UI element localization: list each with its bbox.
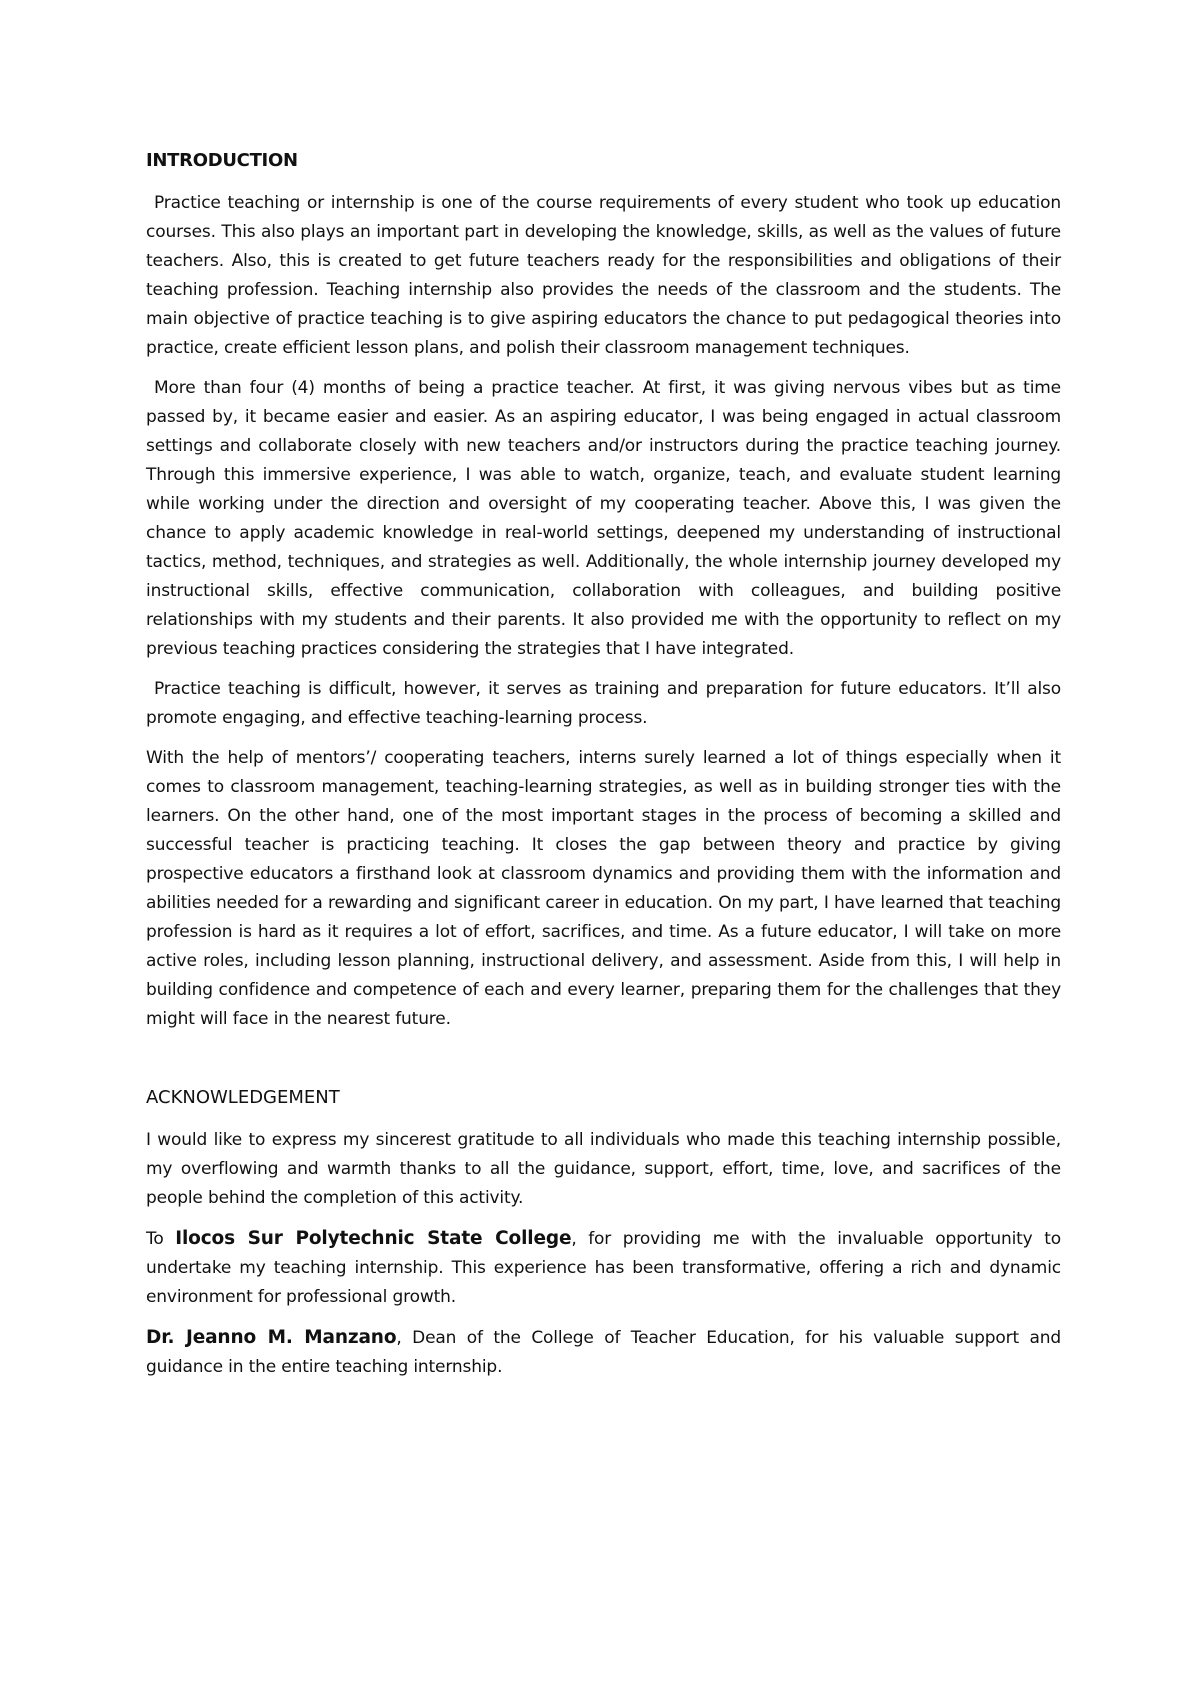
intro-paragraph-2: More than four (4) months of being a practice teacher. At first, it was giving nervous vibes but as time passed by, it became easier and easier. As an aspiring educator, I was being engaged in actual classroom settings and collaborate closely with new teachers and/or instructors during the practice teaching journey. Through this immersive experience, I was able to watch, organize, teach, and evaluate student learning while working under the direction and oversight of my cooperating teacher. Above this, I was given the chance to apply academic knowledge in real-world settings, deepened my understanding of instructional tactics, method, techniques, and strategies as well. Additionally, the whole internship journey developed my instructional skills, effective communication, collaboration with colleagues, and building positive relationships with my students and their parents. It also provided me with the opportunity to reflect on my previous teaching practices considering the strategies that I have integrated. [146,378,1061,659]
intro-paragraph-4: With the help of mentors’/ cooperating teachers, interns surely learned a lot of things especially when it comes to classroom management, teaching-learning strategies, as well as in building stronger ties with the learners. On the other hand, one of the most important stages in the process of becoming a skilled and successful teacher is practicing teaching. It closes the gap between theory and practice by giving prospective educators a firsthand look at classroom dynamics and providing them with the information and abilities needed for a rewarding and significant career in education. On my part, I have learned that teaching profession is hard as it requires a lot of effort, sacrifices, and time. As a future educator, I will take on more active roles, including lesson planning, instructional delivery, and assessment. Aside from this, I will help in building confidence and competence of each and every learner, preparing them for the challenges that they might will face in the nearest future. [146,748,1061,1029]
section-spacer [146,1045,1061,1083]
dean-name: Dr. Jeanno M. Manzano [146,1327,397,1348]
ack-dean-paragraph [146,1323,1061,1382]
ack-intro-paragraph: I would like to express my sincerest gratitude to all individuals who made this teaching internship possible, my overflowing and warmth thanks to all the guidance, support, effort, time, love, and sacrifices of the people behind the completion of this activity. [146,1130,1061,1208]
ack-college-rest: , for providing me with the invaluable opportunity to undertake my teaching internship. This experience has been transformative, offering a rich and dynamic environment for professional growth. [146,1229,1061,1307]
introduction-heading: INTRODUCTION [146,150,298,171]
document-page [146,146,1061,1393]
ack-dean-rest: , Dean of the College of Teacher Education, for his valuable support and guidance in the entire teaching internship. [146,1328,1061,1377]
ack-college-prefix: To [146,1229,176,1249]
intro-paragraph-1: Practice teaching or internship is one of the course requirements of every student who took up education courses. This also plays an important part in developing the knowledge, skills, as well as the values of future teachers. Also, this is created to get future teachers ready for the responsibilities and obligations of their teaching profession. Teaching internship also provides the needs of the classroom and the students. The main objective of practice teaching is to give aspiring educators the chance to put pedagogical theories into practice, create efficient lesson plans, and polish their classroom management techniques. [146,193,1061,358]
intro-paragraph-3: Practice teaching is difficult, however, it serves as training and preparation for future educators. It’ll also promote engaging, and effective teaching-learning process. [146,679,1061,728]
college-name: Ilocos Sur Polytechnic State College [175,1228,572,1249]
acknowledgement-heading: ACKNOWLEDGEMENT [146,1087,340,1108]
ack-college-paragraph [146,1224,1061,1312]
